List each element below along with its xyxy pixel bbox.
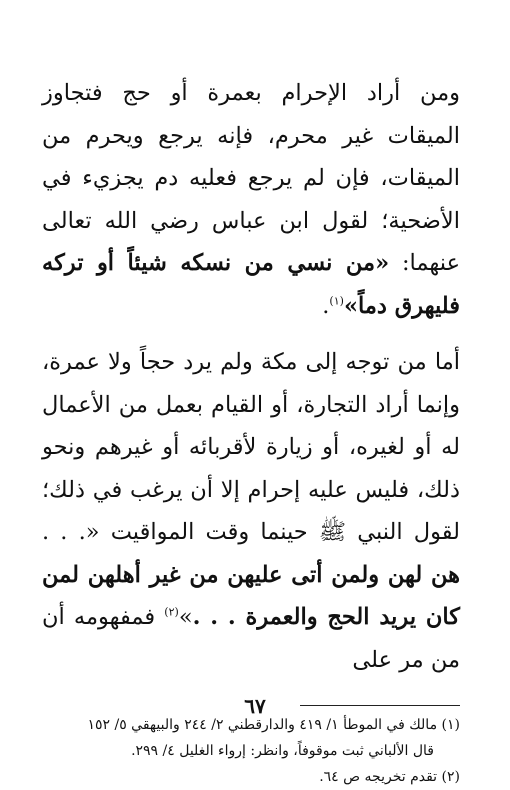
footnote-2-number: (٢) [441, 769, 460, 785]
footnote-1-continued [42, 738, 460, 764]
paragraph2-quote: هن لهن ولمن أتى عليهن من غير أهلهن لمن كان يريد الحج والعمرة . . . [42, 561, 460, 630]
paragraph2-text-after: فمفهومه أن من مر على [42, 604, 460, 673]
paragraph1-end: . [322, 292, 330, 319]
paragraph-no-ihram [42, 341, 460, 681]
footnote-ref-1: (١) [329, 294, 344, 307]
footnote-ref-2: (٢) [164, 605, 179, 619]
paragraph-ihram-miqat [42, 72, 460, 327]
page-number: ٦٧ [244, 694, 266, 718]
footnote-1-text: مالك في الموطأ ١/ ٤١٩ والدارقطني ٢/ ٢٤٤ والبيهقي ٥/ ١٥٢ [87, 717, 438, 733]
paragraph2-quote-close: » [178, 604, 193, 630]
paragraph1-quote: «من نسي من نسكه شيئاً أو تركه فليهرق دماً» [42, 250, 460, 319]
paragraph2-text: أما من توجه إلى مكة ولم يرد حجاً ولا عمرة، وإنما أراد التجارة، أو القيام بعمل من الأعمال له أو لغيره، أو زيارة لأقربائه أو غيرهم ونحو ذلك، فليس عليه إحرام إلا أن يرغب في ذلك؛ لقول النبي ﷺ حينما وقت المواقيت «. . . [42, 349, 460, 545]
paragraph1-text: ومن أراد الإحرام بعمرة أو حج فتجاوز الميقات غير محرم، فإنه يرجع ويحرم من الميقات، فإن لم يرجع فعليه دم يجزيء في الأضحية؛ لقول ابن عباس رضي الله تعالى عنهما: [42, 80, 460, 276]
footnote-1-text-line2: قال الألباني ثبت موقوفاً، وانظر: إرواء الغليل ٤/ ٢٩٩. [131, 743, 434, 759]
footnote-2 [42, 764, 460, 790]
footnote-2-text: تقدم تخريجه ص ٦٤. [319, 769, 438, 785]
footnote-1-number: (١) [441, 717, 460, 733]
